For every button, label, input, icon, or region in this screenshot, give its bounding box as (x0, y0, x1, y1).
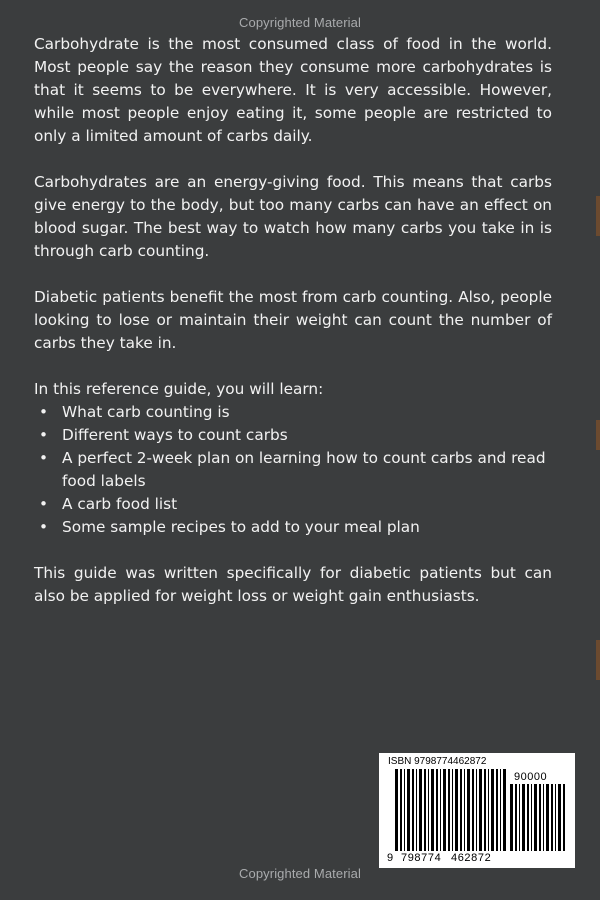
barcode-bar (407, 769, 410, 851)
barcode-bar (563, 784, 565, 851)
edge-strip-upper (596, 196, 600, 236)
barcode-bar (546, 784, 549, 851)
barcode-bar (416, 769, 417, 851)
barcode-bar (436, 769, 438, 851)
barcode-bar (412, 769, 414, 851)
barcode-bar (464, 769, 465, 851)
barcode-bar (558, 784, 561, 851)
closing-paragraph: This guide was written specifically for diabetic patients but can also be applied for weight loss or weight gain enthusiasts. (34, 564, 552, 605)
barcode-bar (440, 769, 441, 851)
price-code: 90000 (514, 771, 548, 783)
learning-list (34, 401, 552, 539)
barcode-bar (428, 769, 429, 851)
barcode-bar (500, 769, 501, 851)
barcode-bar (476, 769, 477, 851)
barcode-bar (551, 784, 553, 851)
list-item: • Different ways to count carbs (34, 424, 552, 447)
edge-strip-middle (596, 420, 600, 450)
barcode-digits-left: 798774 (401, 852, 442, 864)
barcode-bar (431, 769, 434, 851)
barcode-bar (491, 769, 494, 851)
barcode-bar (527, 784, 529, 851)
barcode-bar (503, 769, 506, 851)
paragraph-2: Carbohydrates are an energy-giving food. This means that carbs give energy to the body, but too many carbs can have an effect on blood sugar. The best way to watch how many carbs you take in is through carb counting. (34, 173, 552, 260)
list-item: • What carb counting is (34, 401, 552, 424)
barcode-bar (419, 769, 422, 851)
barcode-bar (472, 769, 474, 851)
barcode-bar (555, 784, 556, 851)
barcode-bar (404, 769, 405, 851)
paragraph-1: Carbohydrate is the most consumed class of food in the world. Most people say the reason they consume more carbohydrates is that it seems to be everywhere. It is very accessible. However, while most people enjoy eating it, some people are restricted to only a limited amount of carbs daily. (34, 35, 552, 145)
barcode-bar (443, 769, 446, 851)
barcode-bar (460, 769, 462, 851)
watermark-bottom: Copyrighted Material (239, 866, 361, 881)
bullet-icon: • (39, 495, 49, 513)
barcode-bar (400, 769, 402, 851)
list-item: • A carb food list (34, 493, 552, 516)
barcode-bar (534, 784, 537, 851)
barcode-digits-right: 462872 (451, 852, 492, 864)
barcode-digit-first: 9 (387, 852, 394, 864)
barcode-bar (496, 769, 498, 851)
list-intro: In this reference guide, you will learn: (34, 380, 324, 398)
barcode-bar (531, 784, 532, 851)
paragraph-3: Diabetic patients benefit the most from carb counting. Also, people looking to lose or maintain their weight can count the number of carbs they take in. (34, 288, 552, 352)
bullet-icon: • (39, 518, 49, 536)
barcode-bar (515, 784, 517, 851)
bullet-icon: • (39, 426, 49, 444)
barcode-bar (539, 784, 541, 851)
bullet-icon: • (39, 403, 49, 421)
barcode-bar (452, 769, 453, 851)
barcode-bar (479, 769, 482, 851)
barcode-bar (522, 784, 525, 851)
back-cover-text (34, 33, 552, 631)
barcode-bar (424, 769, 426, 851)
barcode-bar (448, 769, 450, 851)
barcode-bar (510, 784, 513, 851)
barcode-bar (543, 784, 544, 851)
list-item: • A perfect 2-week plan on learning how to count carbs and read food labels (39, 449, 546, 490)
isbn-label: ISBN 9798774462872 (388, 756, 487, 767)
watermark-top: Copyrighted Material (239, 15, 361, 30)
isbn-barcode (379, 753, 575, 868)
barcode-bar (484, 769, 486, 851)
barcode-bar (395, 769, 398, 851)
bullet-icon: • (39, 449, 49, 467)
barcode-bar (519, 784, 520, 851)
edge-strip-lower (596, 640, 600, 680)
barcode-bar (455, 769, 458, 851)
barcode-bar (488, 769, 489, 851)
list-item: • Some sample recipes to add to your meal plan (34, 516, 552, 539)
barcode-bar (467, 769, 470, 851)
